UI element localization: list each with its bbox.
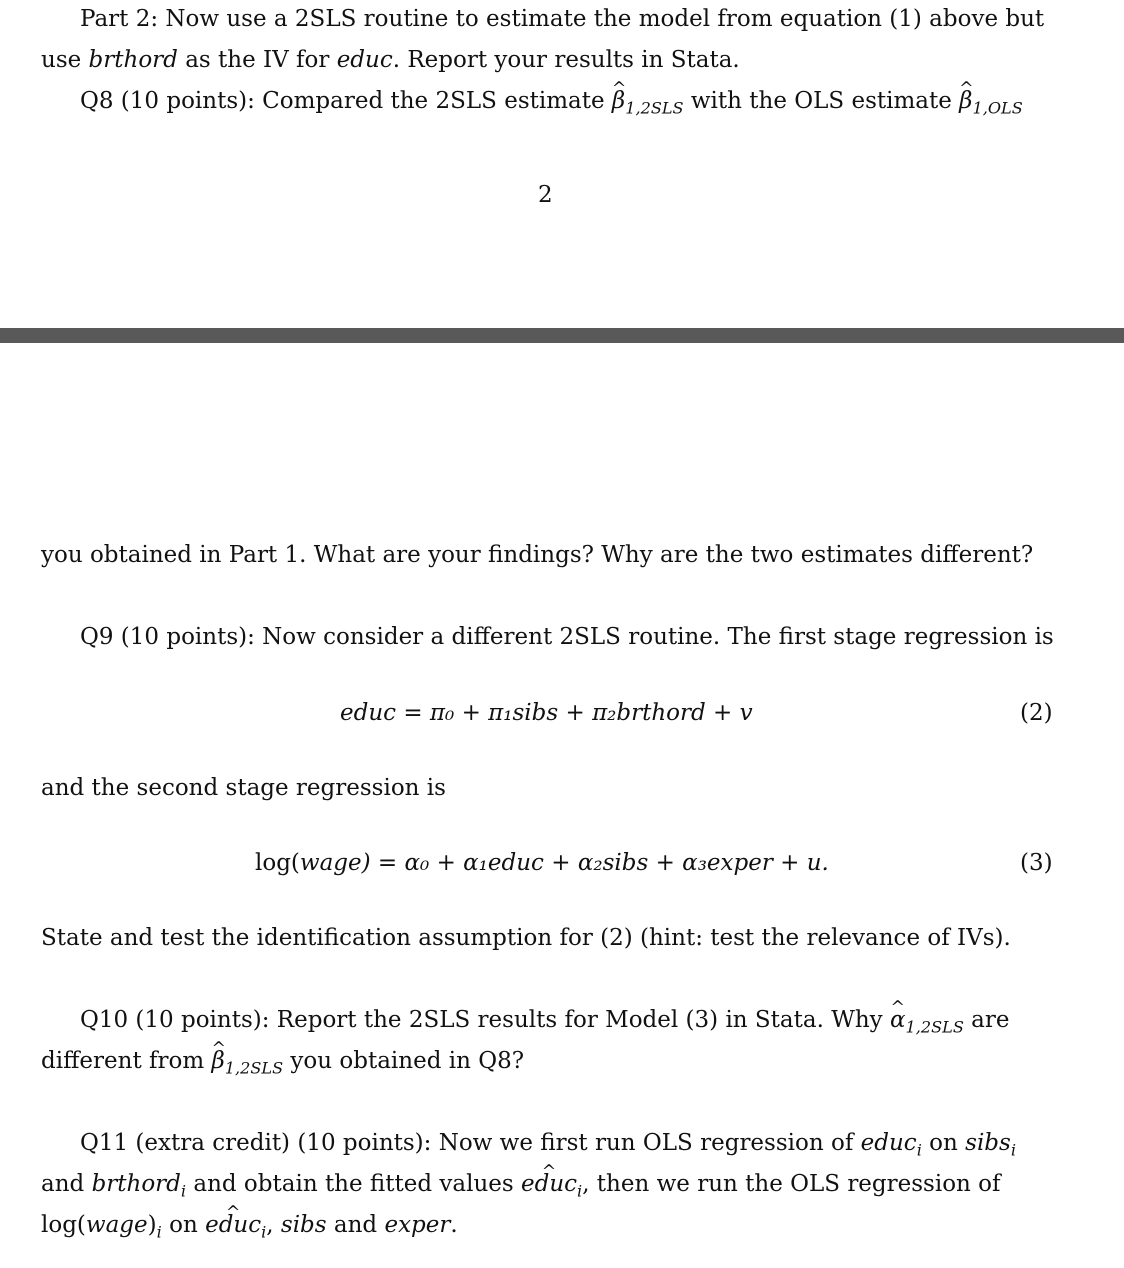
page-number: 2 bbox=[538, 182, 553, 208]
equation-3-number: (3) bbox=[1020, 850, 1053, 876]
beta-hat-ols: ^ β bbox=[959, 88, 972, 114]
educ-hat-2: ^ educ bbox=[205, 1212, 261, 1238]
q8-line: Q8 (10 points): Compared the 2SLS estimate ^ $\beta_{1,2SLS}$ with the OLS estimate ^ $\beta_{1,OLS}$ bbox=[80, 88, 1023, 114]
educ-hat: ^ educ bbox=[521, 1171, 577, 1197]
q9-line: Q9 (10 points): Now consider a different 2SLS routine. The first stage regression is bbox=[80, 624, 1054, 650]
q11-line2: and brthord$_i$ and obtain the fitted values ^ educ$_i$, then we run the OLS regression of bbox=[41, 1171, 1001, 1197]
q10-line2: different from ^ $\beta_{1,2SLS}$ you obtained in Q8? bbox=[41, 1048, 524, 1074]
q8-continuation: you obtained in Part 1. What are your findings? Why are the two estimates different? bbox=[41, 542, 1034, 568]
beta-hat-2sls: ^ β bbox=[612, 88, 625, 114]
q10-line1: Q10 (10 points): Report the 2SLS results for Model (3) in Stata. Why ^ $\alpha_{1,2SLS}$ are bbox=[80, 1007, 1010, 1033]
state-test-line: State and test the identification assumption for (2) (hint: test the relevance of IVs). bbox=[41, 925, 1011, 951]
page-divider bbox=[0, 328, 1124, 343]
q11-line1: Q11 (extra credit) (10 points): Now we first run OLS regression of educ$_i$ on sibs$_i$ bbox=[80, 1130, 1016, 1160]
beta-hat-2sls-q10: ^ β bbox=[211, 1048, 224, 1074]
q11-line3: $\log(wage)_i$ on ^ educ$_i$, sibs and exper. bbox=[41, 1212, 458, 1238]
part2-line1: Part 2: Now use a 2SLS routine to estimate the model from equation (1) above but bbox=[80, 6, 1045, 32]
equation-3: log(wage) = α₀ + α₁educ + α₂sibs + α₃exper + u. bbox=[255, 850, 829, 876]
part2-line2: use brthord as the IV for educ. Report your results in Stata. bbox=[41, 47, 740, 73]
equation-2: educ = π₀ + π₁sibs + π₂brthord + v bbox=[340, 700, 753, 726]
second-stage-line: and the second stage regression is bbox=[41, 775, 446, 801]
equation-2-number: (2) bbox=[1020, 700, 1053, 726]
alpha-hat-2sls: ^ α bbox=[890, 1007, 906, 1033]
